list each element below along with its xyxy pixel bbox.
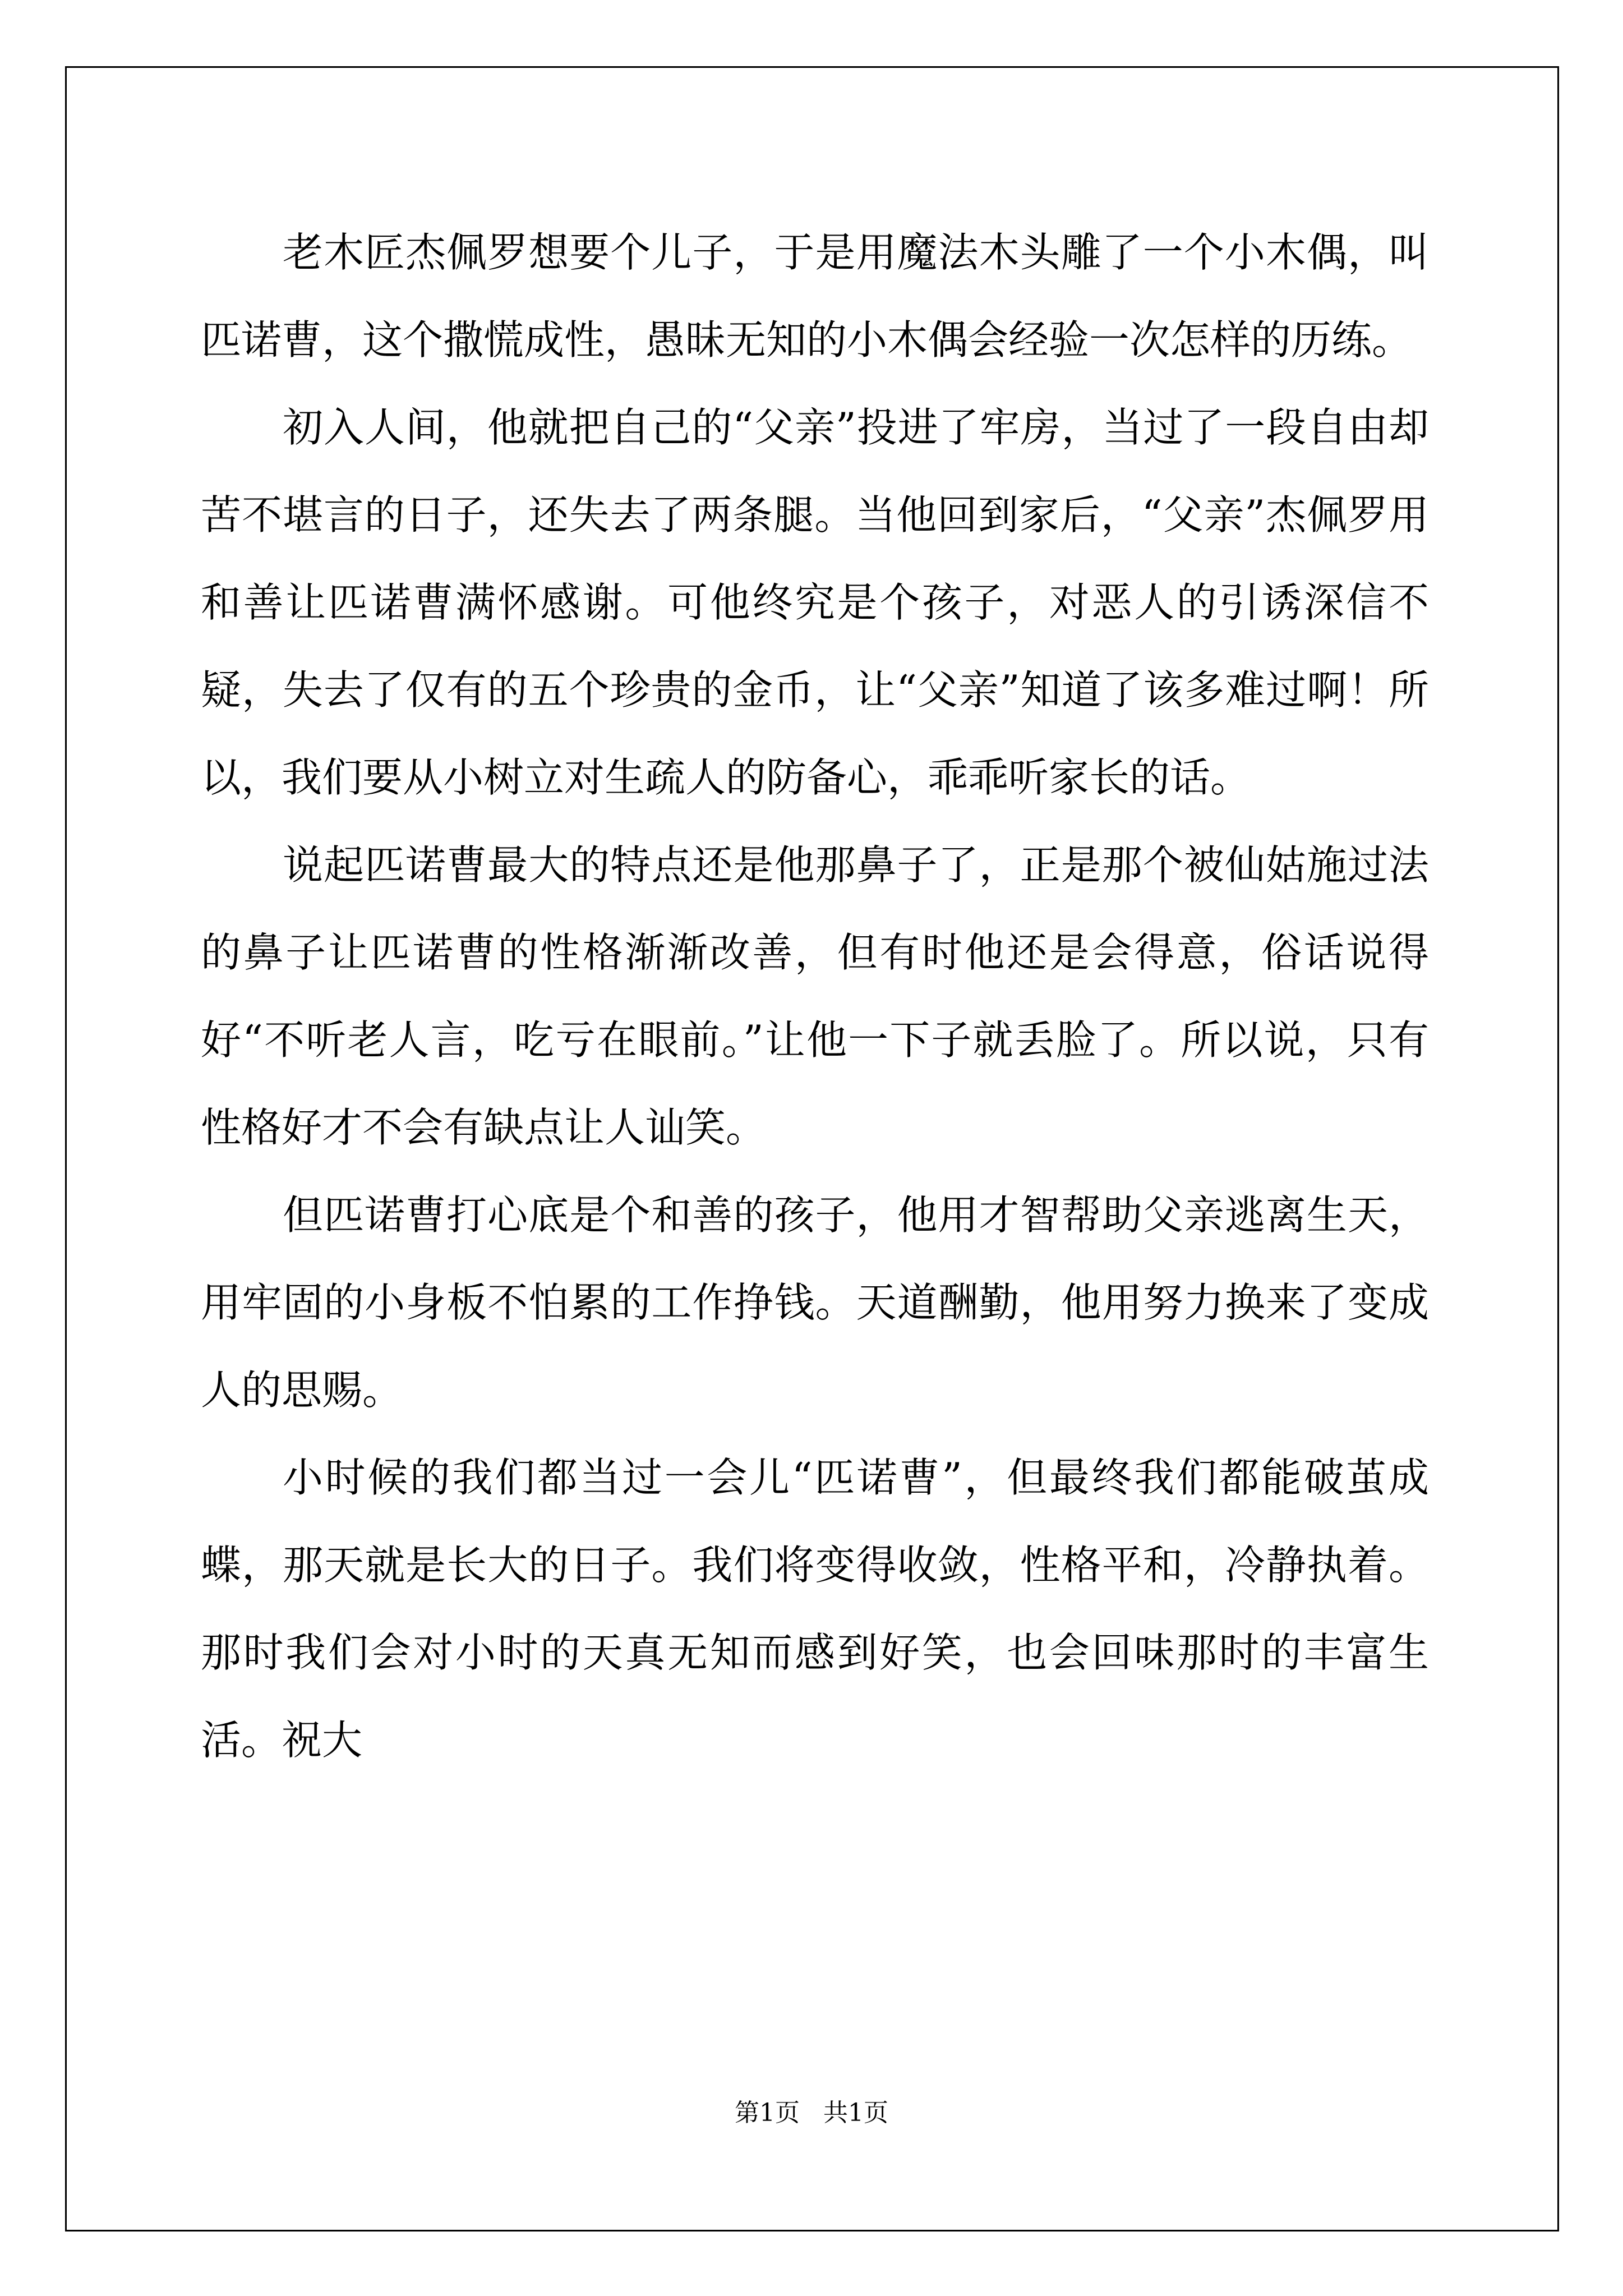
document-body [201, 209, 1429, 1784]
paragraph-1: 老木匠杰佩罗想要个儿子，于是用魔法木头雕了一个小木偶，叫匹诺曹，这个撒慌成性，愚昧无知的小木偶会经验一次怎样的历练。 [201, 229, 1429, 364]
paragraph-5: 小时候的我们都当过一会儿“匹诺曹”，但最终我们都能破茧成蝶，那天就是长大的日子。我们将变得收敛，性格平和，冷静执着。那时我们会对小时的天真无知而感到好笑，也会回味那时的丰富生活。祝大 [201, 1454, 1429, 1764]
paragraph-3: 说起匹诺曹最大的特点还是他那鼻子了，正是那个被仙姑施过法的鼻子让匹诺曹的性格渐渐改善，但有时他还是会得意，俗话说得好“不听老人言，吃亏在眼前。”让他一下子就丢脸了。所以说，只有性格好才不会有缺点让人讪笑。 [201, 841, 1429, 1151]
page-number-footer: 第1页 共1页 [735, 2099, 888, 2127]
paragraph-2: 初入人间，他就把自己的“父亲”投进了牢房，当过了一段自由却苦不堪言的日子，还失去了两条腿。当他回到家后，“父亲”杰佩罗用和善让匹诺曹满怀感谢。可他终究是个孩子，对恶人的引诱深信不疑，失去了仅有的五个珍贵的金币，让“父亲”知道了该多难过啊！所以，我们要从小树立对生疏人的防备心，乖乖听家长的话。 [201, 404, 1429, 801]
paragraph-4: 但匹诺曹打心底是个和善的孩子，他用才智帮助父亲逃离生天，用牢固的小身板不怕累的工作挣钱。天道酬勤，他用努力换来了变成人的思赐。 [201, 1191, 1429, 1414]
